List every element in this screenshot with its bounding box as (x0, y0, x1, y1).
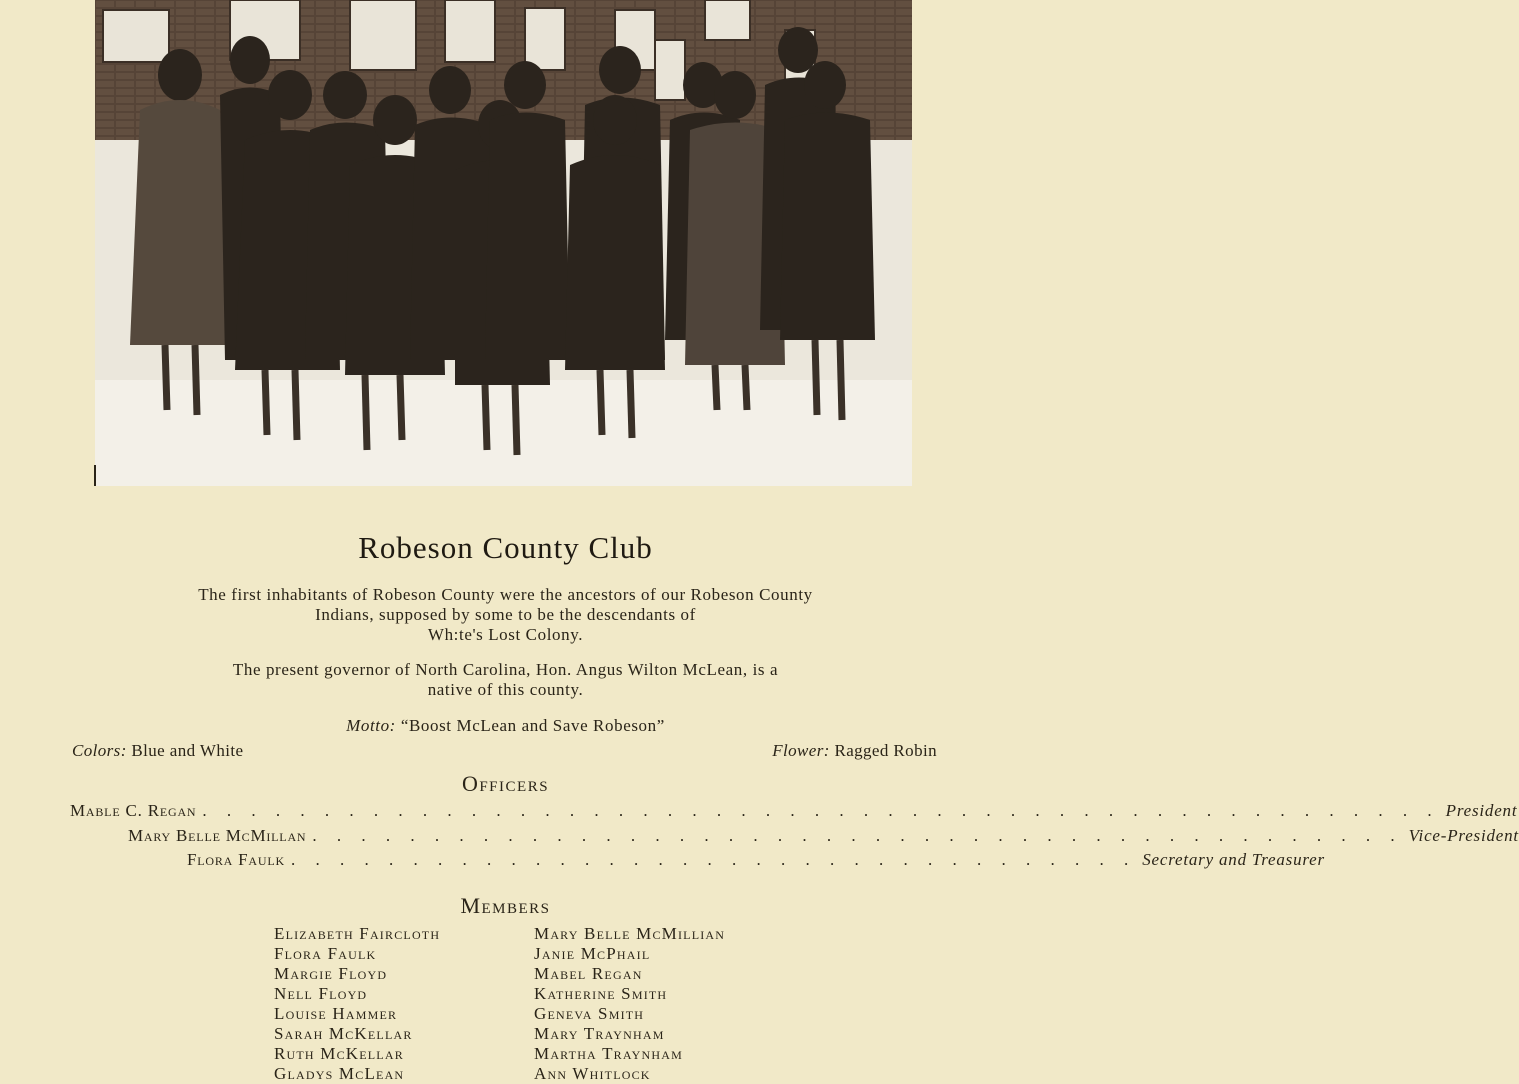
intro-line: Indians, supposed by some to be the descendants of (315, 605, 696, 624)
officer-role: Vice-President (1408, 826, 1519, 845)
flower-label: Flower: (772, 741, 830, 760)
officer-name: Mable C. Regan (70, 801, 197, 820)
member-name: Gladys McLean (274, 1064, 405, 1083)
governor-line: The present governor of North Carolina, Hon. Angus Wilton McLean, is a (232, 660, 779, 679)
leader-dots: . . . . . . . . . . . . . . . . . . . . . . . . . . . . . . . . . . . (290, 850, 1137, 869)
club-flower (772, 741, 937, 761)
member-name: Margie Floyd (274, 964, 388, 983)
member-name: Mary Traynham (534, 1024, 665, 1043)
member-name: Ruth McKellar (274, 1044, 404, 1063)
member-name: Mabel Regan (534, 964, 643, 983)
motto (0, 716, 1011, 736)
officer-row (70, 801, 1518, 821)
members-column-1 (274, 924, 440, 1084)
governor-line: native of this county. (427, 680, 584, 699)
motto-value: “Boost McLean and Save Robeson” (400, 716, 665, 735)
member-name: Martha Traynham (534, 1044, 683, 1063)
officer-row (187, 850, 1325, 870)
officer-row (128, 826, 1519, 846)
member-name: Flora Faulk (274, 944, 377, 963)
member-name: Sarah McKellar (274, 1024, 413, 1043)
officers-heading: Officers (461, 771, 550, 796)
group-photograph (95, 0, 912, 486)
member-name: Louise Hammer (274, 1004, 398, 1023)
motto-label: Motto: (346, 716, 396, 735)
intro-line: Wh:te's Lost Colony. (427, 625, 584, 644)
member-name: Geneva Smith (534, 1004, 645, 1023)
members-heading: Members (460, 893, 551, 918)
members-column-2 (534, 924, 725, 1084)
flower-value: Ragged Robin (834, 741, 937, 760)
member-name: Elizabeth Faircloth (274, 924, 441, 943)
leader-dots: . . . . . . . . . . . . . . . . . . . . . . . . . . . . . . . . . . . . . . . . . . . . . . . . . . . (202, 801, 1440, 820)
officer-role: Secretary and Treasurer (1142, 850, 1325, 869)
intro-paragraph (0, 585, 1011, 645)
club-colors (72, 741, 243, 761)
intro-line: The first inhabitants of Robeson County were the ancestors of our Robeson County (198, 585, 813, 604)
officer-name: Flora Faulk (187, 850, 285, 869)
member-name: Ann Whitlock (534, 1064, 651, 1083)
member-name: Janie McPhail (534, 944, 651, 963)
member-name: Mary Belle McMillian (534, 924, 726, 943)
member-name: Katherine Smith (534, 984, 668, 1003)
colors-value: Blue and White (131, 741, 244, 760)
member-name: Nell Floyd (274, 984, 368, 1003)
page-title: Robeson County Club (358, 530, 653, 565)
officer-role: President (1445, 801, 1518, 820)
leader-dots: . . . . . . . . . . . . . . . . . . . . . . . . . . . . . . . . . . . . . . . . . . . . . (312, 826, 1403, 845)
governor-paragraph (0, 660, 1011, 700)
colors-label: Colors: (72, 741, 127, 760)
officer-name: Mary Belle McMillan (128, 826, 307, 845)
group-photograph-illustration (95, 0, 912, 486)
